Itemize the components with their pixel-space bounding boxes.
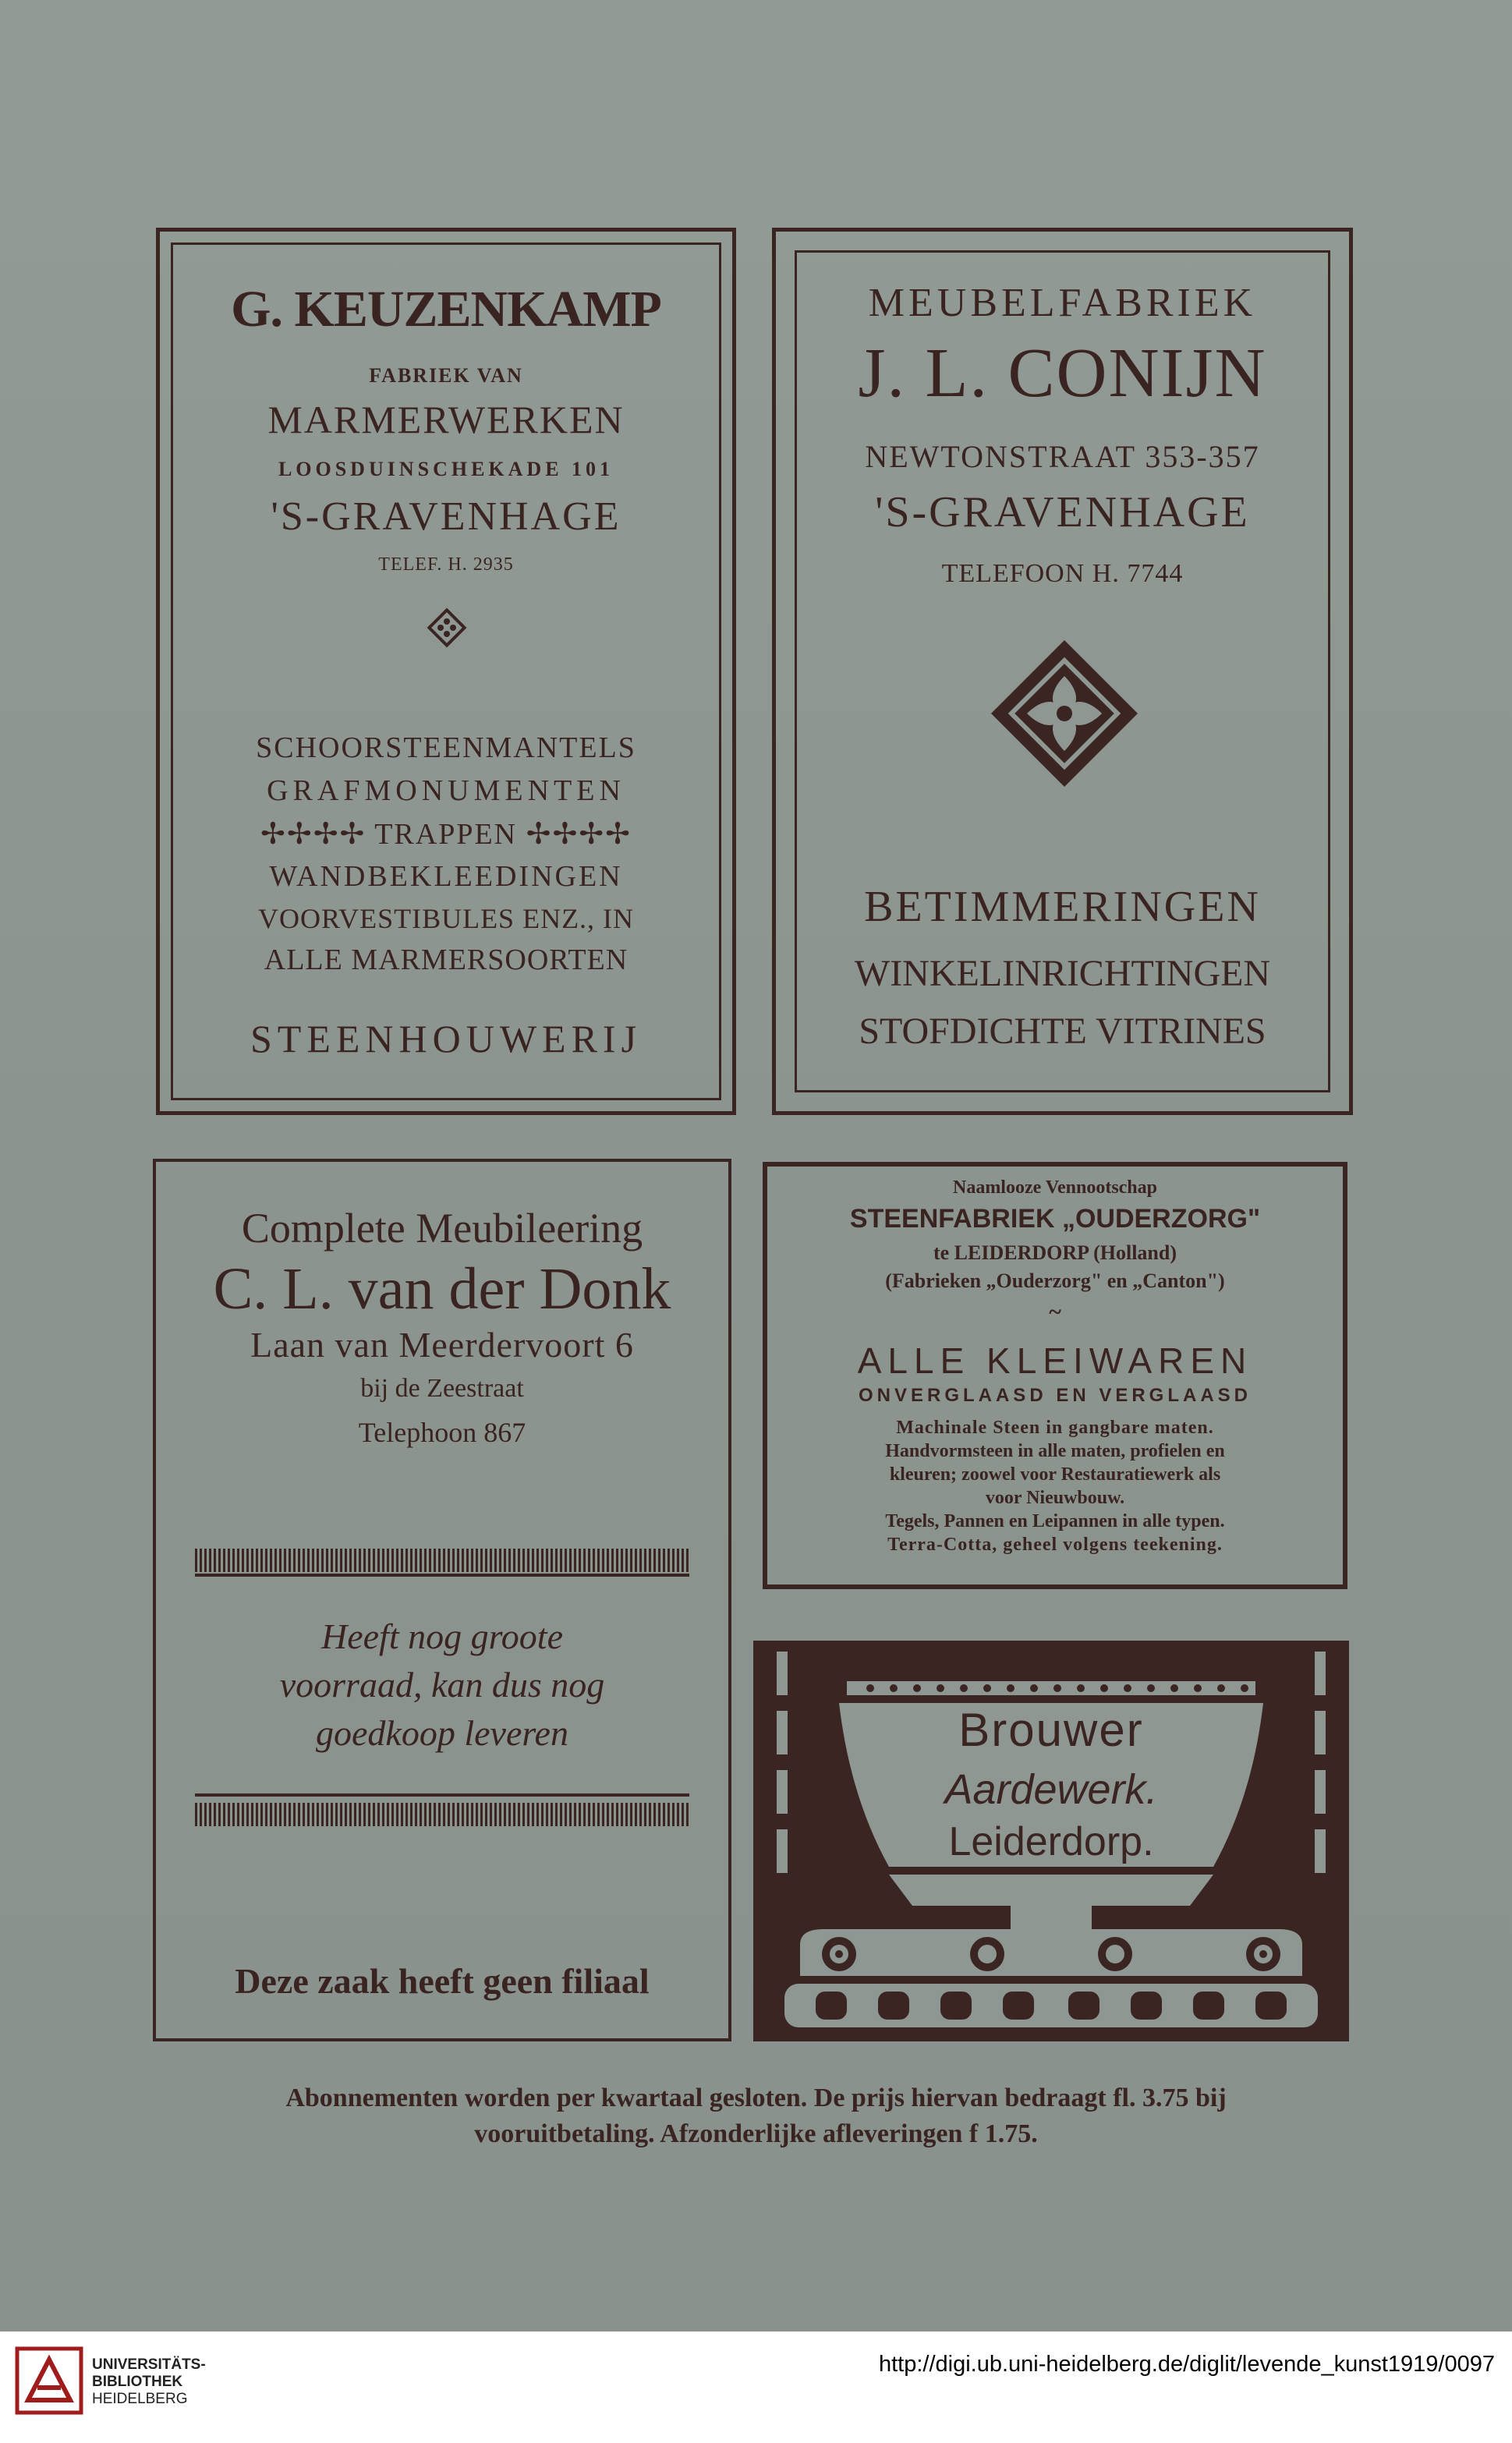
swirl-ornament-icon: ~ — [1049, 1299, 1061, 1325]
library-footer — [0, 2331, 1512, 2443]
ad-item: SCHOORSTEENMANTELS — [256, 731, 636, 764]
ad-subtitle: Complete Meubileering — [241, 1205, 643, 1252]
ad-subtitle: Naamlooze Vennootschap — [952, 1177, 1158, 1198]
ad-text: Terra-Cotta, geheel volgens teekening. — [887, 1535, 1223, 1555]
ad-conijn — [772, 228, 1353, 1115]
subscription-notice: vooruitbetaling. Afzonderlijke afleveringen f 1.75. — [474, 2119, 1038, 2148]
ad-subheading: ONVERGLAASD EN VERGLAASD — [858, 1385, 1252, 1406]
ad-item: WINKELINRICHTINGEN — [854, 953, 1271, 994]
ad-address: Laan van Meerdervoort 6 — [250, 1325, 634, 1365]
ad-item: ALLE MARMERSOORTEN — [264, 944, 629, 976]
ad-phone: TELEF. H. 2935 — [378, 554, 514, 575]
diamond-ornament-icon — [425, 606, 469, 650]
ad-phone: TELEFOON H. 7744 — [941, 559, 1184, 588]
ad-heading: ALLE KLEIWAREN — [857, 1340, 1253, 1381]
diamond-ornament-icon — [988, 637, 1141, 790]
subscription-notice: Abonnementen worden per kwartaal gesloten. De prijs hiervan bedraagt fl. 3.75 bij — [285, 2084, 1227, 2112]
ad-item: GRAFMONUMENTEN — [267, 774, 625, 807]
ad-subtitle: MEUBELFABRIEK — [868, 281, 1257, 325]
ad-message: voorraad, kan dus nog — [279, 1665, 605, 1705]
ad-footer: Deze zaak heeft geen filiaal — [235, 1961, 650, 2001]
ad-item: ✢✢✢✢ TRAPPEN ✢✢✢✢ — [260, 818, 632, 851]
ad-text: Machinale Steen in gangbare maten. — [896, 1418, 1214, 1438]
university-seal-icon — [14, 2346, 84, 2416]
ad-subtitle: Aardewerk. — [944, 1766, 1158, 1813]
ad-title: J. L. CONIJN — [858, 335, 1267, 412]
library-name: UNIVERSITÄTS- — [92, 2356, 206, 2373]
library-name: HEIDELBERG — [92, 2391, 188, 2407]
ad-title: C. L. van der Donk — [213, 1256, 671, 1322]
ad-title: STEENFABRIEK „OUDERZORG" — [849, 1204, 1261, 1234]
ad-subtitle: FABRIEK VAN — [369, 364, 523, 387]
ad-address: LOOSDUINSCHEKADE 101 — [278, 458, 614, 480]
ad-message: Heeft nog groote — [320, 1616, 563, 1656]
ad-text: kleuren; zoowel voor Restauratiewerk als — [889, 1464, 1221, 1485]
ad-text: voor Nieuwbouw. — [985, 1488, 1125, 1508]
source-url: http://digi.ub.uni-heidelberg.de/diglit/levende_kunst1919/0097 — [878, 2352, 1495, 2377]
ad-text: Handvormsteen in alle maten, profielen en — [885, 1441, 1225, 1461]
rule-line — [195, 1793, 689, 1797]
barcode-rule — [195, 1803, 689, 1826]
ad-footer: STEENHOUWERIJ — [250, 1017, 643, 1060]
barcode-rule — [195, 1549, 689, 1572]
ad-address: te LEIDERDORP (Holland) — [933, 1241, 1177, 1264]
ad-address-note: bij de Zeestraat — [360, 1374, 524, 1403]
ad-address: NEWTONSTRAAT 353-357 — [865, 439, 1260, 474]
ad-item: BETIMMERINGEN — [864, 883, 1261, 931]
ad-city: 'S-GRAVENHAGE — [271, 494, 621, 539]
ad-city: 'S-GRAVENHAGE — [875, 488, 1250, 536]
ad-city: Leiderdorp. — [948, 1819, 1154, 1864]
library-name: BIBLIOTHEK — [92, 2374, 183, 2390]
ad-brouwer — [753, 1641, 1349, 2041]
ad-title: G. KEUZENKAMP — [231, 281, 661, 338]
rule-line — [195, 1574, 689, 1577]
ad-title: Brouwer — [958, 1704, 1144, 1756]
ad-vanderdonk — [153, 1159, 731, 2041]
ad-trade: MARMERWERKEN — [267, 398, 625, 441]
ad-item: WANDBEKLEEDINGEN — [269, 860, 623, 893]
ad-address-note: (Fabrieken „Ouderzorg" en „Canton") — [885, 1269, 1225, 1292]
ad-item: VOORVESTIBULES ENZ., IN — [257, 903, 635, 934]
ad-ouderzorg — [763, 1162, 1347, 1589]
ad-keuzenkamp — [156, 228, 736, 1115]
ad-item: STOFDICHTE VITRINES — [859, 1011, 1266, 1052]
ad-phone: Telephoon 867 — [358, 1417, 526, 1448]
ad-message: goedkoop leveren — [316, 1713, 568, 1753]
ad-text: Tegels, Pannen en Leipannen in alle typen. — [885, 1511, 1225, 1531]
